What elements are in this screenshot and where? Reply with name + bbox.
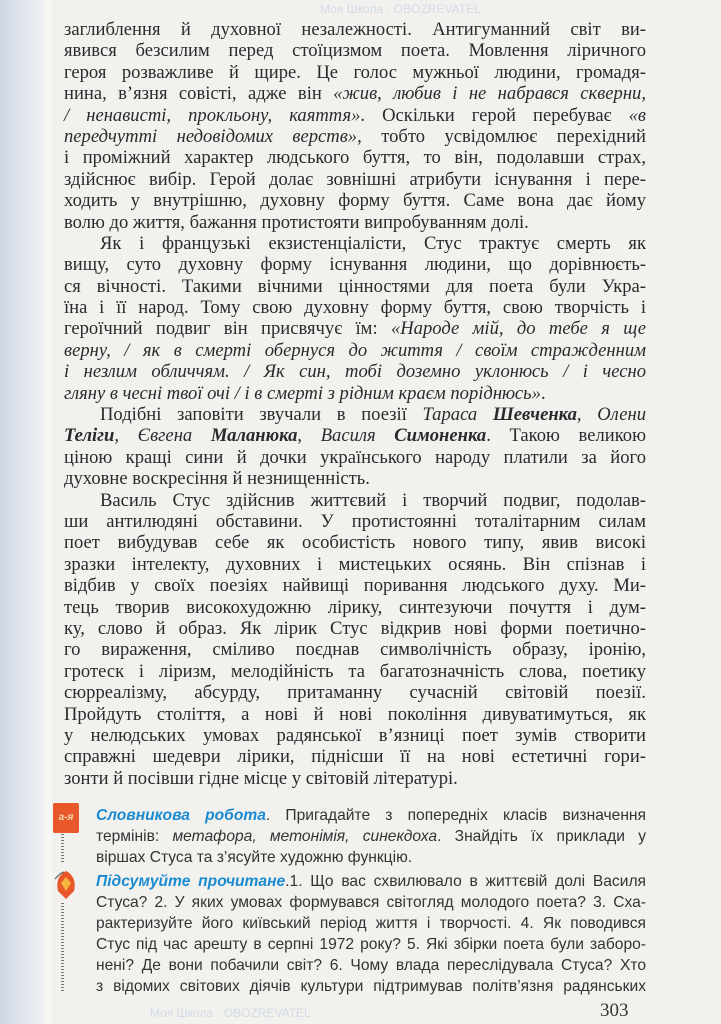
text-segment: Теліги xyxy=(64,425,115,447)
text-segment: гляну в чесні твої очі / і в смерті з рідним краєм поріднюсь» xyxy=(64,382,541,404)
text-segment: Василя xyxy=(320,425,395,447)
text-line xyxy=(64,19,646,40)
text-segment: нина, в’язня совісті, адже він xyxy=(64,83,334,105)
text-segment: у нелюдських умовах радянської в’язниці поет зумів створити xyxy=(64,724,646,746)
text-segment: поет вибудував себе як особистість нового типу, явив високі xyxy=(64,532,646,554)
text-segment: героїчний подвиг він присвячує їм: xyxy=(64,318,391,340)
text-segment: їна і її народ. Тому свою духовну форму буття, свою творчість і xyxy=(64,297,646,319)
text-segment: ся вічності. Такими вічними цінностями для поета були Укра- xyxy=(64,275,646,297)
text-segment: гротеск і ліризм, мелодійність та багатозначність слова, поетику xyxy=(64,660,646,682)
text-line xyxy=(64,383,646,404)
text-segment: термінів: xyxy=(96,828,173,845)
text-segment: / ненависті, прокльону, каяття» xyxy=(64,104,361,126)
text-segment: метафора, метонімія, синекдоха xyxy=(172,828,438,845)
text-segment: Шевченка xyxy=(492,404,577,426)
text-line xyxy=(96,976,646,997)
text-segment: ши антилюдяні обставини. У протистоянні тоталітарним силам xyxy=(64,510,646,532)
text-line xyxy=(64,682,646,703)
text-line xyxy=(64,746,646,767)
text-segment: . Такою великою xyxy=(486,425,646,447)
text-segment: здійснює вибір. Герой долає зовнішні атрибути існування і пере- xyxy=(64,168,646,190)
text-line xyxy=(96,847,646,868)
text-segment: верну, / як в смерті обернуся до життя / своїм стражденним xyxy=(64,339,646,361)
text-line xyxy=(64,511,646,532)
text-line xyxy=(64,318,646,339)
text-line xyxy=(64,169,646,190)
paragraph xyxy=(64,490,646,789)
text-segment: го вираження, сміливо поєднав символічність образу, іронію, xyxy=(64,639,646,661)
text-line xyxy=(96,934,646,955)
text-line xyxy=(64,425,646,446)
text-segment: . Знайдіть їх приклади у xyxy=(437,828,646,845)
text-line xyxy=(64,62,646,83)
text-line xyxy=(64,340,646,361)
text-line xyxy=(64,490,646,511)
text-segment: .1. Що вас схвилювало в життєвій долі Василя xyxy=(285,873,646,890)
text-segment: волю до життя, бажання протистояти випробуванням долі. xyxy=(64,211,529,233)
page-margin-edge xyxy=(44,0,52,1024)
text-line xyxy=(96,826,646,847)
text-line xyxy=(64,704,646,725)
summary-task xyxy=(96,871,646,997)
text-segment: рактеризуйте його київський період життя і творчості. 4. Як поводився xyxy=(96,915,646,932)
text-line xyxy=(64,597,646,618)
text-segment: Олени xyxy=(597,404,646,426)
text-segment: Пройдуть століття, а нові й нові покоління дивуватимуться, як xyxy=(64,703,646,725)
text-line xyxy=(64,468,646,489)
dotted-divider xyxy=(61,834,64,864)
text-segment: Тараса xyxy=(422,404,493,426)
text-line xyxy=(64,212,646,233)
dotted-divider xyxy=(61,903,64,991)
text-segment: , тобто усвідомлює перехідний xyxy=(357,125,646,147)
text-line xyxy=(64,40,646,61)
text-line xyxy=(64,532,646,553)
text-segment: , xyxy=(114,425,138,447)
text-line xyxy=(64,297,646,318)
text-segment: зразки інтелекту, духовних і мистецьких осяянь. Він спізнав і xyxy=(64,553,646,575)
text-line xyxy=(64,575,646,596)
page-number: 303 xyxy=(600,1000,629,1021)
text-segment: нені? Де вони побачили світ? 6. Чому влада переслідувала Стуса? Хто xyxy=(96,957,646,974)
text-segment: Симоненка xyxy=(394,425,487,447)
text-segment: духовне воскресіння й незнищенність. xyxy=(64,468,370,490)
text-segment: ходить у внутрішню, духовну форму буття. Саме вона дає йому xyxy=(64,190,646,212)
text-line xyxy=(64,768,646,789)
text-line xyxy=(96,871,646,892)
task-heading: Словникова робота xyxy=(96,807,266,824)
text-segment: «в xyxy=(628,104,646,126)
text-segment: . Пригадайте з попередніх класів визначення xyxy=(265,807,646,824)
text-line xyxy=(96,913,646,934)
summary-icon xyxy=(52,869,80,901)
text-segment: Стуса? 2. У яких умовах формувався світогляд молодого поета? 3. Cха- xyxy=(96,894,646,911)
text-line xyxy=(64,276,646,297)
text-segment: відбив у своїх поезіях найвищі поривання людського духу. Ми- xyxy=(64,575,646,597)
dictionary-icon-label: а-я xyxy=(58,812,74,823)
text-segment: «Народе мій, до тебе я ще xyxy=(390,318,646,340)
text-segment: , xyxy=(576,404,598,426)
text-line xyxy=(64,618,646,639)
text-segment: Євгена xyxy=(137,425,211,447)
text-line xyxy=(64,661,646,682)
text-segment: зонти й посівши гідне місце у світовій літературі. xyxy=(64,767,458,789)
text-segment: і незлим обличчям. / Як син, тобі доземно уклонюсь / і чесно xyxy=(64,361,646,383)
text-line xyxy=(64,639,646,660)
text-segment: ку, слово й образ. Як лірик Стус відкрив нові форми поетично- xyxy=(64,617,646,639)
task-heading: Підсумуйте прочитане xyxy=(96,873,286,890)
paragraph xyxy=(64,233,646,404)
dictionary-icon xyxy=(53,803,79,833)
text-segment: заглиблення й духовної незалежності. Антигуманний світ ви- xyxy=(64,19,646,40)
text-line xyxy=(64,147,646,168)
text-segment: і проміжний характер людського буття, то він, подолавши страх, xyxy=(64,147,646,169)
text-segment: , xyxy=(297,425,321,447)
text-segment: Василь Стус здійснив життєвий і творчий подвиг, подолав- xyxy=(100,489,646,511)
paragraph xyxy=(64,404,646,490)
text-line xyxy=(64,233,646,254)
dictionary-task xyxy=(96,805,646,868)
text-segment: . Оскільки герой перебуває xyxy=(360,104,629,126)
text-segment: віршах Стуса та з’ясуйте художню функцію. xyxy=(96,849,413,866)
text-line xyxy=(64,361,646,382)
text-segment: вищу, суто духовну форму існування людини, що дорівнюєть- xyxy=(64,254,646,276)
text-segment: справжні шедеври лірики, піднісши її на нові естетичні гори- xyxy=(64,746,646,768)
text-segment: явився безсилим перед стоїцизмом поета. Мовлення ліричного xyxy=(64,40,646,62)
watermark: Моя Школа · OBOZREVATEL xyxy=(320,2,481,16)
text-segment: Стус під час арешту в серпні 1972 року? 5. Які збірки поета були заборо- xyxy=(96,936,646,953)
text-line xyxy=(64,404,646,425)
text-segment: «жив, любив і не набрався скверни, xyxy=(333,83,646,105)
text-line xyxy=(64,83,646,104)
text-line xyxy=(64,105,646,126)
text-line xyxy=(64,190,646,211)
text-line xyxy=(96,892,646,913)
text-segment: тець творив високохудожню лірику, синтезуючи почуття і дум- xyxy=(64,596,646,618)
text-segment: з відомих світових діячів культури підтримував політв’язня радянських xyxy=(96,978,646,995)
text-segment: сюрреалізму, абсурду, притаманну сучасній світовій поезії. xyxy=(64,682,646,704)
text-segment: ціною кращі сини й дочки українського народу платили за його xyxy=(64,446,646,468)
text-segment: Як і французькі екзистенціалісти, Стус трактує смерть як xyxy=(100,232,646,254)
text-segment: передчутті недовідомих верств» xyxy=(64,125,358,147)
text-segment: . xyxy=(540,382,546,404)
text-line xyxy=(64,254,646,275)
paragraph xyxy=(64,19,646,233)
text-line xyxy=(96,805,646,826)
text-line xyxy=(64,554,646,575)
text-line xyxy=(64,725,646,746)
page-margin-strip xyxy=(0,0,44,1024)
text-segment: героя розважливе й щире. Це голос мужньої людини, громадя- xyxy=(64,61,646,83)
body-text xyxy=(64,19,646,789)
text-segment: Подібні заповіти звучали в поезії xyxy=(100,404,423,426)
text-segment: Маланюка xyxy=(210,425,298,447)
text-line xyxy=(64,126,646,147)
watermark: Моя Школа · OBOZREVATEL xyxy=(150,1006,311,1020)
text-line xyxy=(96,955,646,976)
text-line xyxy=(64,447,646,468)
